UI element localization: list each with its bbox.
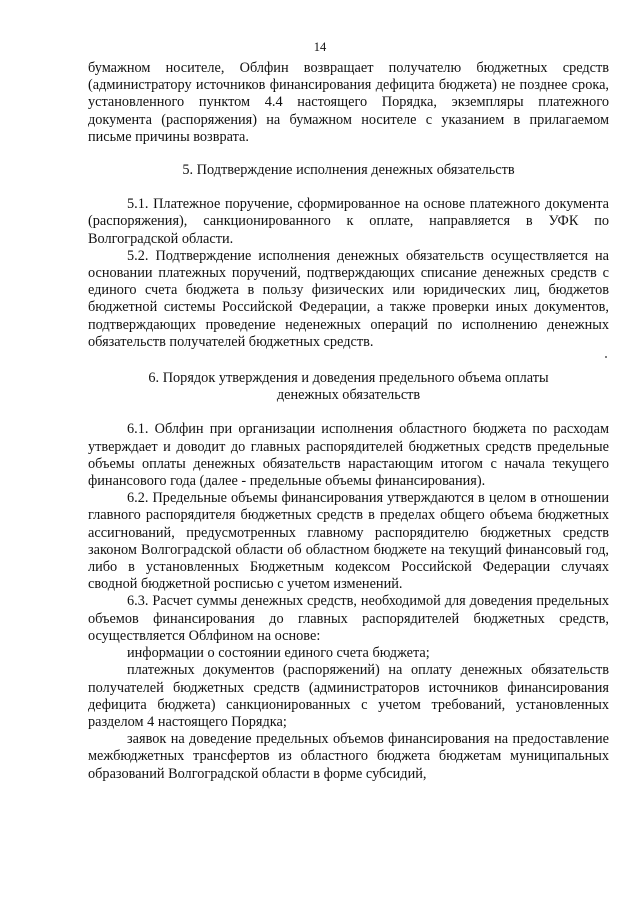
section-6-heading <box>88 370 609 404</box>
paragraph-5-2: 5.2. Подтверждение исполнения денежных обязательств осуществляется на основании платежных поручений, подтверждающих списание денежных средств с единого счета бюджета в пользу физических или юридических лиц, бюджетов бюджетной системы Российской Федерации, а также проверки иных документов, подтверждающих проведение неденежных операций по исполнению денежных обязательств получателей бюджетных средств. <box>88 247 609 350</box>
list-item-account-info: информации о состоянии единого счета бюджета; <box>127 645 430 662</box>
page-content <box>88 60 609 783</box>
scan-speck <box>605 356 607 358</box>
list-item-payment-documents: платежных документов (распоряжений) на оплату денежных обязательств получателей бюджетных средств (администраторов источников финансирования дефицита бюджета) санкционированных с учетом требований, установленных разделом 4 настоящего Порядка; <box>88 662 609 730</box>
paragraph-5-1: 5.1. Платежное поручение, сформированное на основе платежного документа (распоряжения), санкционированного к оплате, направляется в УФК по Волгоградской области. <box>88 196 609 247</box>
intro-paragraph: бумажном носителе, Облфин возвращает получателю бюджетных средств (администратору источников финансирования дефицита бюджета) не позднее срока, установленного пунктом 4.4 настоящего Порядка, экземпляры платежного документа (распоряжения) на бумажном носителе с указанием в прилагаемом письме причины возврата. <box>88 60 609 145</box>
section-6-heading-line-2: денежных обязательств <box>276 387 421 404</box>
paragraph-6-3: 6.3. Расчет суммы денежных средств, необходимой для доведения предельных объемов финансирования до главных распорядителей бюджетных средств, осуществляется Облфином на основе: <box>88 593 609 644</box>
paragraph-6-1: 6.1. Облфин при организации исполнения областного бюджета по расходам утверждает и доводит до главных распорядителей бюджетных средств предельные объемы оплаты денежных обязательств нарастающим итогом с начала текущего финансового года (далее - предельные объемы финансирования). <box>88 421 609 490</box>
section-5-heading: 5. Подтверждение исполнения денежных обязательств <box>182 162 515 179</box>
page-number: 14 <box>313 40 327 54</box>
list-item-transfer-requests: заявок на доведение предельных объемов финансирования на предоставление межбюджетных трансфертов из областного бюджета бюджетам муниципальных образований Волгоградской области в форме субсидий, <box>88 731 609 782</box>
paragraph-6-2: 6.2. Предельные объемы финансирования утверждаются в целом в отношении главного распорядителя бюджетных средств в пределах общего объема бюджетных ассигнований, предусмотренных главному распорядителю бюджетных средств законом Волгоградской области об областном бюджете на текущий финансовый год, либо в установленных Бюджетным кодексом Российской Федерации случаях сводной бюджетной росписью с учетом изменений. <box>88 490 609 593</box>
section-6-heading-line-1: 6. Порядок утверждения и доведения предельного объема оплаты <box>148 370 549 387</box>
